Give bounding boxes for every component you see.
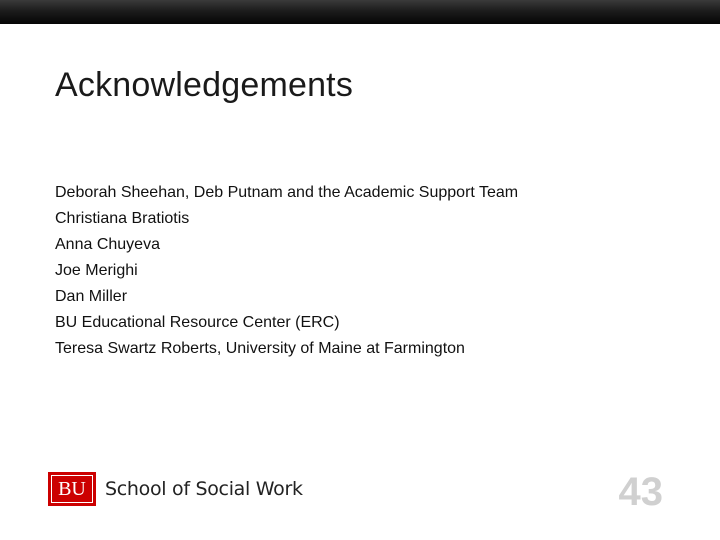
bu-logo-mark <box>48 472 96 506</box>
acknowledgement-item: Anna Chuyeva <box>55 236 160 253</box>
acknowledgement-item: Teresa Swartz Roberts, University of Maine at Farmington <box>55 340 465 357</box>
acknowledgement-item: Dan Miller <box>55 288 128 305</box>
bu-logo-letters: BU <box>58 477 86 500</box>
acknowledgements-list <box>55 180 518 362</box>
page-number: 43 <box>618 470 663 514</box>
acknowledgement-item: Christiana Bratiotis <box>55 210 190 227</box>
acknowledgement-item: Deborah Sheehan, Deb Putnam and the Academic Support Team <box>55 184 519 201</box>
slide-title: Acknowledgements <box>55 66 354 104</box>
top-header-bar <box>0 0 720 24</box>
bu-school-logo <box>48 472 303 506</box>
acknowledgement-item: Joe Merighi <box>55 262 138 279</box>
acknowledgement-item: BU Educational Resource Center (ERC) <box>55 314 340 331</box>
school-name: School of Social Work <box>105 478 303 500</box>
